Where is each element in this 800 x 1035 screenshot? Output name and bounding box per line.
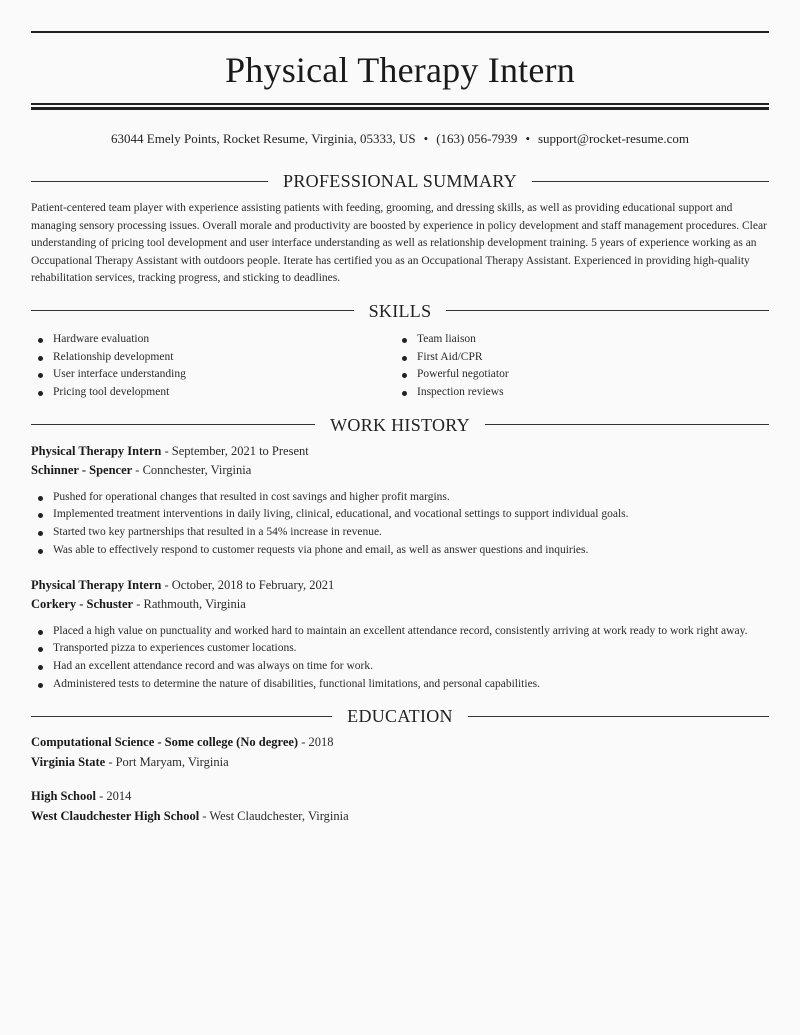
skill-item: First Aid/CPR — [395, 349, 759, 367]
job-company-line — [31, 595, 769, 615]
skills-column-left — [31, 331, 395, 402]
education-entry — [31, 787, 769, 826]
heading-rule — [31, 424, 315, 425]
resume-title: Physical Therapy Intern — [225, 50, 575, 90]
skills-list — [31, 331, 769, 402]
contact-phone: (163) 056-7939 — [436, 131, 518, 146]
work-heading: WORK HISTORY — [330, 414, 470, 435]
skill-item: Relationship development — [31, 349, 395, 367]
job-bullet: Had an excellent attendance record and was always on time for work. — [31, 658, 769, 676]
heading-rule — [446, 310, 769, 311]
job-title: Physical Therapy Intern — [31, 443, 162, 458]
summary-heading: PROFESSIONAL SUMMARY — [283, 171, 517, 191]
education-year: - 2018 — [298, 735, 334, 750]
heading-rule — [31, 716, 332, 717]
job-bullet: Transported pizza to experiences customer locations. — [31, 640, 769, 658]
job-location: - Connchester, Virginia — [132, 463, 252, 478]
skill-item: User interface understanding — [31, 366, 395, 384]
job-bullet: Administered tests to determine the nature of disabilities, functional limitations, and personal capabilities. — [31, 676, 769, 694]
job-location: - Rathmouth, Virginia — [133, 597, 246, 612]
education-school-line — [31, 753, 769, 773]
job-bullets — [31, 623, 769, 694]
education-heading: EDUCATION — [347, 706, 453, 727]
section-heading-skills — [31, 300, 769, 322]
job-dates: - October, 2018 to February, 2021 — [161, 577, 335, 592]
education-entry — [31, 733, 769, 772]
education-location: - Port Maryam, Virginia — [105, 754, 229, 769]
job-bullet: Started two key partnerships that resulted in a 54% increase in revenue. — [31, 524, 769, 542]
section-heading-work — [31, 414, 769, 436]
job-bullet: Pushed for operational changes that resulted in cost savings and higher profit margins. — [31, 489, 769, 507]
heading-rule — [485, 424, 769, 425]
education-degree-line — [31, 787, 769, 807]
education-degree-line — [31, 733, 769, 753]
skill-item: Hardware evaluation — [31, 331, 395, 349]
job-bullet: Placed a high value on punctuality and worked hard to maintain an excellent attendance record, consistently arriving at work ready to work right away. — [31, 623, 769, 641]
education-school: West Claudchester High School — [31, 808, 200, 823]
contact-line — [31, 131, 769, 147]
job-dates: - September, 2021 to Present — [161, 443, 309, 458]
skills-heading: SKILLS — [368, 300, 432, 321]
heading-rule — [532, 181, 769, 182]
job-title-line — [31, 442, 769, 462]
education-school-line — [31, 807, 769, 827]
job-bullet: Implemented treatment interventions in daily living, clinical, educational, and vocational settings to support individual goals. — [31, 506, 769, 524]
job-company: Schinner - Spencer — [31, 463, 133, 478]
skill-item: Inspection reviews — [395, 384, 759, 402]
contact-address: 63044 Emely Points, Rocket Resume, Virginia, 05333, US — [111, 131, 416, 146]
job-entry — [31, 576, 769, 694]
job-entry — [31, 442, 769, 560]
section-heading-summary — [31, 170, 769, 192]
summary-text: Patient-centered team player with experience assisting patients with feeding, grooming, and dressing skills, as well as providing educational support and managing sensory processing issues. Overall morale and productivity are boosted by experience in policy development and staff management procedures. Clear understanding of pricing tool development and user interface understanding as well as relationship development training. 5 years of experience working as an Occupational Therapy Assistant with outdoors people. Iterate has certified you as an Occupational Therapy Assistant. Experienced in providing high-quality rehabilitation services, tracking progress, and sticking to deadlines. — [31, 202, 767, 285]
education-degree: Computational Science - Some college (No degree) — [31, 735, 299, 750]
education-degree: High School — [31, 789, 96, 804]
education-year: - 2014 — [95, 789, 132, 804]
contact-separator: • — [423, 131, 429, 146]
job-company-line — [31, 461, 769, 481]
section-heading-education — [31, 705, 769, 727]
skill-item: Team liaison — [395, 331, 759, 349]
education-location: - West Claudchester, Virginia — [199, 808, 349, 823]
heading-rule — [31, 310, 354, 311]
skill-item: Powerful negotiator — [395, 366, 759, 384]
job-bullets — [31, 489, 769, 560]
skill-item: Pricing tool development — [31, 384, 395, 402]
education-school: Virginia State — [31, 754, 106, 769]
job-title-line — [31, 576, 769, 596]
job-company: Corkery - Schuster — [31, 597, 134, 612]
heading-rule — [31, 181, 268, 182]
resume-page — [31, 31, 769, 826]
skills-column-right — [395, 331, 759, 402]
job-title: Physical Therapy Intern — [31, 577, 162, 592]
contact-email: support@rocket-resume.com — [538, 131, 689, 146]
job-bullet: Was able to effectively respond to customer requests via phone and email, as well as answer questions and inquiries. — [31, 542, 769, 560]
contact-separator: • — [525, 131, 530, 146]
title-double-rule — [31, 103, 769, 111]
heading-rule — [468, 716, 769, 717]
